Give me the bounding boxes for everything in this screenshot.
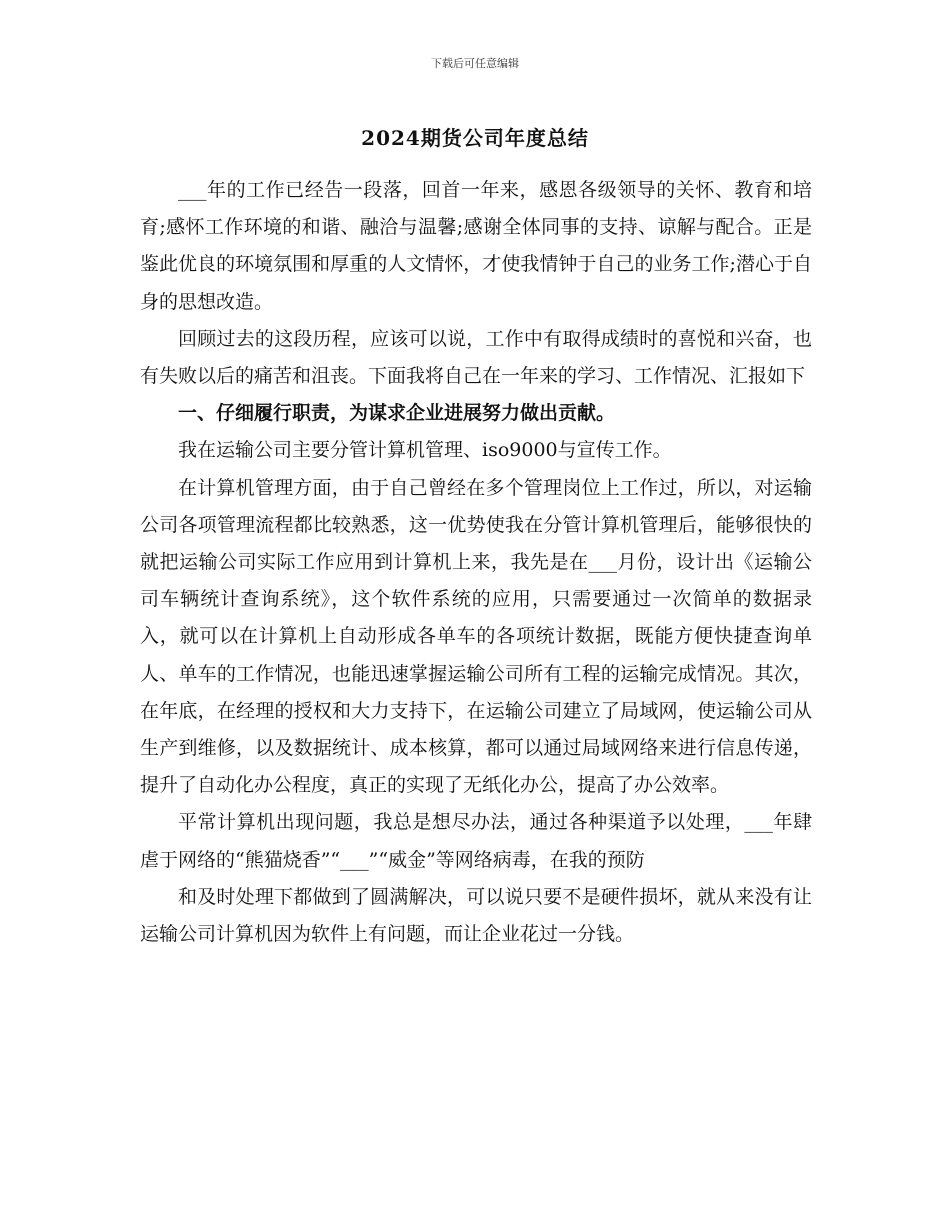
document-body — [140, 172, 812, 953]
paragraph-review: 回顾过去的这段历程，应该可以说，工作中有取得成绩时的喜悦和兴奋，也有失败以后的痛苦和沮丧。下面我将自己在一年来的学习、工作情况、汇报如下 — [140, 327, 812, 388]
paragraph-duties: 我在运输公司主要分管计算机管理、iso9000与宣传工作。 — [178, 439, 672, 462]
paragraph-intro: ___年的工作已经告一段落，回首一年来，感恩各级领导的关怀、教育和培育;感怀工作环境的和谐、融洽与温馨;感谢全体同事的支持、谅解与配合。正是鉴此优良的环境氛围和厚重的人文情怀，才使我情钟于自己的业务工作;潜心于自身的思想改造。 — [140, 179, 812, 313]
paragraph-computer-management: 在计算机管理方面，由于自己曾经在多个管理岗位上工作过，所以，对运输公司各项管理流程都比较熟悉，这一优势使我在分管计算机管理后，能够很快的就把运输公司实际工作应用到计算机上来，我先是在___月份，设计出《运输公司车辆统计查询系统》，这个软件系统的应用，只需要通过一次简单的数据录入，就可以在计算机上自动形成各单车的各项统计数据，既能方便快捷查询单人、单车的工作情况，也能迅速掌握运输公司所有工程的运输完成情况。其次，在年底，在经理的授权和大力支持下，在运输公司建立了局域网，使运输公司从生产到维修，以及数据统计、成本核算，都可以通过局域网络来进行信息传递，提升了自动化办公程度，真正的实现了无纸化办公，提高了办公效率。 — [140, 476, 812, 797]
header-note: 下载后可任意编辑 — [431, 57, 519, 70]
paragraph-resolution: 和及时处理下都做到了圆满解决，可以说只要不是硬件损坏，就从来没有让运输公司计算机因为软件上有问题，而让企业花过一分钱。 — [140, 885, 812, 946]
document-title: 2024期货公司年度总结 — [361, 126, 589, 150]
paragraph-virus-handling: 平常计算机出现问题，我总是想尽办法，通过各种渠道予以处理，___年肆虐于网络的“熊猫烧香”“___”“威金”等网络病毒，在我的预防 — [140, 811, 812, 871]
section-heading-1: 一、仔细履行职责，为谋求企业进展努力做出贡献。 — [178, 402, 616, 425]
